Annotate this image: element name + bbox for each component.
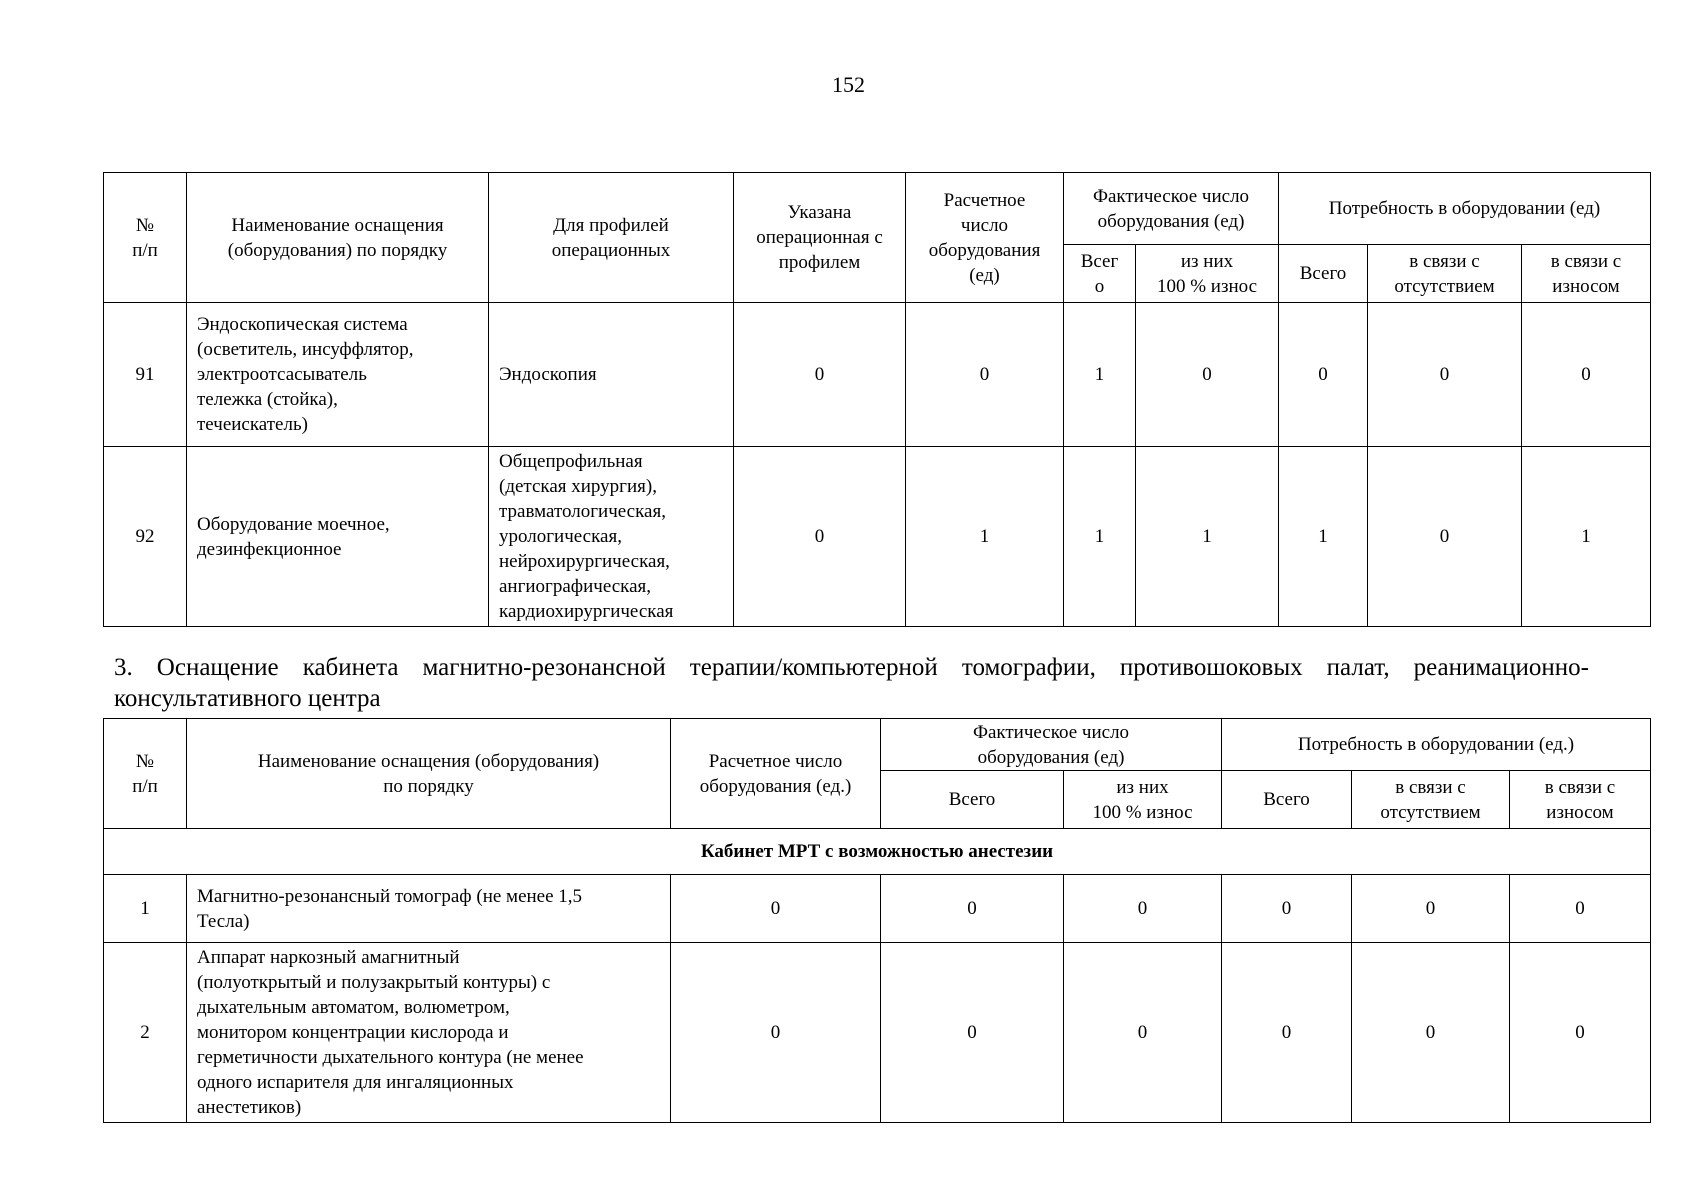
row-indicated: 0 — [734, 447, 906, 627]
equipment-table-operating — [103, 172, 1651, 627]
header-need-wear: в связи с износом — [1522, 245, 1651, 303]
row-num: 92 — [104, 447, 187, 627]
row-actual-worn: 0 — [1136, 303, 1279, 447]
row-name: Эндоскопическая система (осветитель, инсуффлятор, электроотсасыватель тележка (стойка), течеискатель) — [187, 303, 489, 447]
row-need-total: 1 — [1279, 447, 1368, 627]
header-actual-total: Всег о — [1064, 245, 1136, 303]
row-actual-total: 1 — [1064, 447, 1136, 627]
table-row — [104, 447, 1651, 627]
row-actual-worn: 0 — [1064, 943, 1222, 1123]
row-profiles: Общепрофильная (детская хирургия), травматологическая, урологическая, нейрохирургическая, ангиографическая, кардиохирургическая — [489, 447, 734, 627]
row-calc: 0 — [671, 875, 881, 943]
row-need-total: 0 — [1222, 943, 1352, 1123]
row-num: 2 — [104, 943, 187, 1123]
header-actual-total: Всего — [881, 771, 1064, 829]
header-calc: Расчетное число оборудования (ед) — [906, 173, 1064, 303]
row-need-wear: 0 — [1510, 943, 1651, 1123]
table-row — [104, 943, 1651, 1123]
row-actual-worn: 1 — [1136, 447, 1279, 627]
header-need: Потребность в оборудовании (ед.) — [1222, 719, 1651, 771]
header-need: Потребность в оборудовании (ед) — [1279, 173, 1651, 245]
row-need-absence: 0 — [1352, 875, 1510, 943]
section-heading: 3. Оснащение кабинета магнитно-резонансной терапии/компьютерной томографии, противошоковых палат, реанимационно-консультативного центра — [114, 654, 1589, 712]
row-num: 1 — [104, 875, 187, 943]
header-name: Наименование оснащения (оборудования) по порядку — [187, 173, 489, 303]
header-profiles: Для профилей операционных — [489, 173, 734, 303]
table-row — [104, 875, 1651, 943]
row-actual-total: 1 — [1064, 303, 1136, 447]
header-actual-worn: из них 100 % износ — [1064, 771, 1222, 829]
table-row — [104, 303, 1651, 447]
header-need-wear: в связи с износом — [1510, 771, 1651, 829]
row-need-wear: 0 — [1510, 875, 1651, 943]
row-actual-total: 0 — [881, 943, 1064, 1123]
row-actual-worn: 0 — [1064, 875, 1222, 943]
row-calc: 1 — [906, 447, 1064, 627]
header-num: № п/п — [104, 173, 187, 303]
row-calc: 0 — [906, 303, 1064, 447]
header-actual: Фактическое число оборудования (ед) — [881, 719, 1222, 771]
row-name: Магнитно-резонансный томограф (не менее 1,5 Тесла) — [187, 875, 671, 943]
row-num: 91 — [104, 303, 187, 447]
header-actual: Фактическое число оборудования (ед) — [1064, 173, 1279, 245]
row-name: Аппарат наркозный амагнитный (полуоткрытый и полузакрытый контуры) с дыхательным автоматом, волюметром, монитором концентрации кислорода и герметичности дыхательного контура (не менее одного испарителя для ингаляционных анестетиков) — [187, 943, 671, 1123]
page-number: 152 — [832, 72, 865, 97]
header-need-absence: в связи с отсутствием — [1352, 771, 1510, 829]
header-actual-worn: из них 100 % износ — [1136, 245, 1279, 303]
equipment-table-mri — [103, 718, 1651, 1123]
header-need-absence: в связи с отсутствием — [1368, 245, 1522, 303]
table-subheading: Кабинет МРТ с возможностью анестезии — [104, 829, 1651, 875]
header-num: № п/п — [104, 719, 187, 829]
row-name: Оборудование моечное, дезинфекционное — [187, 447, 489, 627]
row-profiles: Эндоскопия — [489, 303, 734, 447]
header-indicated: Указана операционная с профилем — [734, 173, 906, 303]
header-name: Наименование оснащения (оборудования) по порядку — [187, 719, 671, 829]
row-need-absence: 0 — [1368, 447, 1522, 627]
header-need-total: Всего — [1279, 245, 1368, 303]
row-calc: 0 — [671, 943, 881, 1123]
row-actual-total: 0 — [881, 875, 1064, 943]
row-need-wear: 1 — [1522, 447, 1651, 627]
header-calc: Расчетное число оборудования (ед.) — [671, 719, 881, 829]
row-need-absence: 0 — [1368, 303, 1522, 447]
row-need-absence: 0 — [1352, 943, 1510, 1123]
header-need-total: Всего — [1222, 771, 1352, 829]
row-need-wear: 0 — [1522, 303, 1651, 447]
row-indicated: 0 — [734, 303, 906, 447]
row-need-total: 0 — [1279, 303, 1368, 447]
row-need-total: 0 — [1222, 875, 1352, 943]
